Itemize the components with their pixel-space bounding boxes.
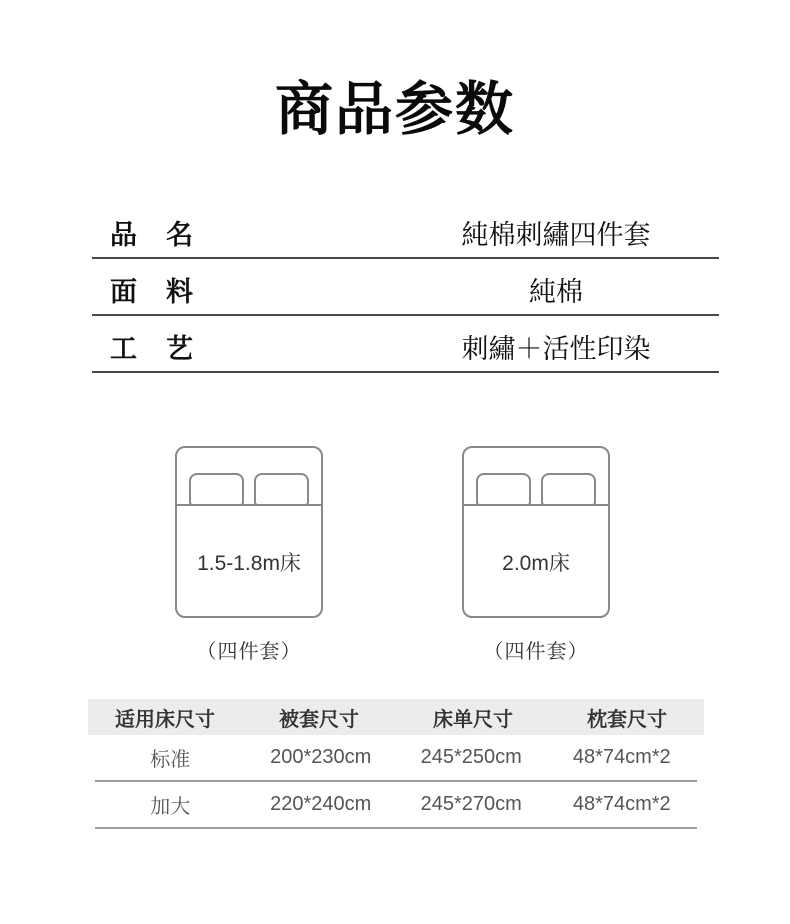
spec-label: 面 料 [110,276,194,307]
spec-table [92,202,719,373]
bed-diagram-1.5-1.8m [175,446,323,664]
cell-pillowcase-size: 48*74cm*2 [572,793,671,815]
bed-diagram-2.0m [462,446,610,664]
cell-sheet-size: 245*270cm [420,793,522,815]
spec-label: 工 艺 [110,333,194,364]
cell-bed-size: 加大 [150,796,191,818]
column-header-sheet-size: 床单尺寸 [433,708,513,731]
bed-icon [175,446,323,618]
pillow-icon [189,473,244,506]
spec-value: 純棉刺繡四件套 [461,219,651,250]
cell-pillowcase-size: 48*74cm*2 [572,746,671,768]
bed-size-label: 1.5-1.8m床 [197,552,301,575]
bed-size-label: 2.0m床 [502,552,570,575]
bed-icon [462,446,610,618]
cell-sheet-size: 245*250cm [420,746,522,768]
cell-bed-size: 标准 [150,749,191,771]
size-table-header [88,699,704,735]
table-row-standard [95,735,697,782]
column-header-pillowcase-size: 枕套尺寸 [587,708,667,731]
spec-value: 刺繡＋活性印染 [461,333,651,364]
spec-row-craft [92,316,719,373]
table-row-large [95,782,697,829]
bed-caption: （四件套） [483,641,589,663]
bed-divider-line [464,504,608,506]
bed-caption: （四件套） [196,641,302,663]
pillow-icon [541,473,596,506]
column-header-duvet-size: 被套尺寸 [279,708,359,731]
size-table [88,699,704,829]
column-header-bed-size: 适用床尺寸 [115,708,215,731]
pillow-icon [254,473,309,506]
spec-value: 純棉 [528,276,583,307]
spec-label: 品 名 [110,219,194,250]
size-table-body [88,735,704,829]
spec-row-fabric [92,259,719,316]
page-title: 商品参数 [274,75,515,143]
cell-duvet-size: 220*240cm [270,793,372,815]
spec-row-product-name [92,202,719,259]
pillow-icon [476,473,531,506]
cell-duvet-size: 200*230cm [270,746,372,768]
bed-divider-line [177,504,321,506]
